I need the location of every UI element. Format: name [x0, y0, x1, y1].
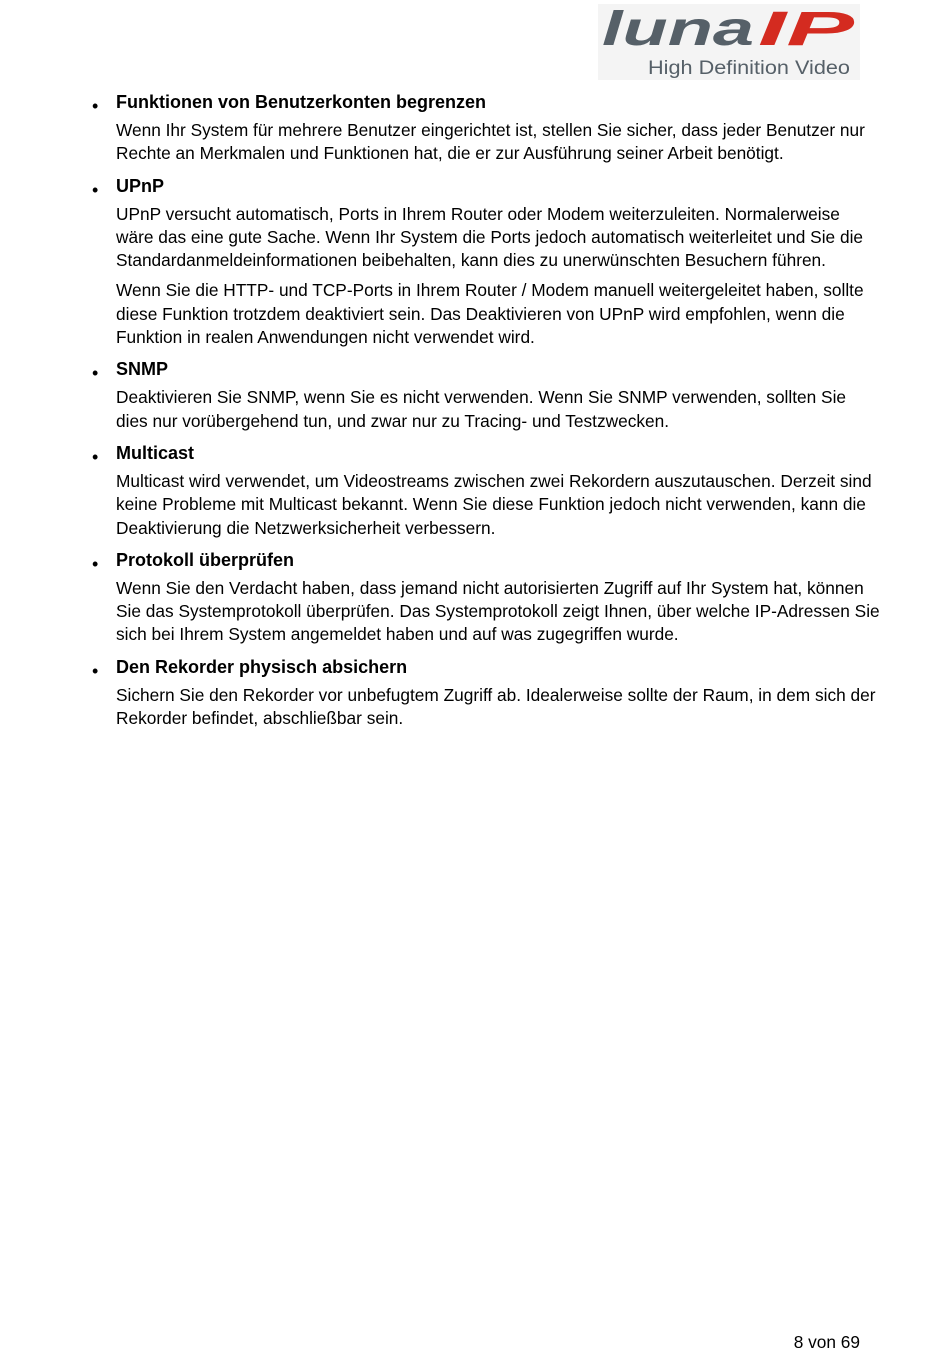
section-heading: Protokoll überprüfen: [116, 549, 295, 570]
bullet-icon: •: [92, 553, 99, 574]
logo-word-ip: IP: [758, 4, 857, 56]
bullet-section: [90, 356, 880, 433]
logo-tagline: High Definition Video: [648, 57, 851, 79]
section-heading: UPnP: [116, 175, 165, 196]
luna-ip-logo-graphic: [598, 4, 860, 80]
section-paragraph: Deaktivieren Sie SNMP, wenn Sie es nicht verwenden. Wenn Sie SNMP verwenden, sollten Sie dies nur vorübergehend tun, und zwar nur zu Tracing- und Testzwecken.: [116, 387, 847, 431]
logo-word-luna: luna: [602, 4, 754, 56]
section-paragraph: Wenn Sie die HTTP- und TCP-Ports in Ihrem Router / Modem manuell weitergeleitet haben, sollte diese Funktion trotzdem deaktiviert sein. Das Deaktivieren von UPnP wird empfohlen, wenn die Funktion in realen Anwendungen nicht verwendet wird.: [116, 280, 864, 348]
section-paragraph: Sichern Sie den Rekorder vor unbefugtem Zugriff ab. Idealerweise sollte der Raum, in dem sich der Rekorder befindet, abschließbar sein.: [116, 684, 876, 729]
bullet-icon: •: [92, 96, 99, 116]
bullet-section: [90, 654, 880, 731]
section-heading: Funktionen von Benutzerkonten begrenzen: [116, 92, 487, 112]
bullet-section: [90, 173, 880, 350]
bullet-icon: •: [92, 179, 99, 200]
company-logo: [598, 4, 860, 80]
document-body: [90, 89, 880, 737]
page-number: 8 von 69: [793, 1332, 860, 1352]
bullet-icon: •: [92, 446, 99, 467]
bullet-section: [90, 89, 880, 166]
bullet-icon: •: [92, 660, 99, 681]
bullet-icon: •: [92, 363, 99, 384]
bullet-section: [90, 440, 880, 540]
section-paragraph: UPnP versucht automatisch, Ports in Ihrem Router oder Modem weiterzuleiten. Normalerweise wäre das eine gute Sache. Wenn Ihr System die Ports jedoch automatisch weiterleitet und Sie die Standardanmeldeinformationen beibehalten, kann dies zu unerwünschten Besuchern führen.: [116, 203, 864, 271]
section-paragraph: Wenn Ihr System für mehrere Benutzer eingerichtet ist, stellen Sie sicher, dass jeder Benutzer nur Rechte an Merkmalen und Funktionen hat, die er zur Ausführung seiner Arbeit benötigt.: [116, 120, 865, 164]
bullet-section: [90, 547, 880, 647]
section-paragraph: Wenn Sie den Verdacht haben, dass jemand nicht autorisierten Zugriff auf Ihr System hat, können Sie das Systemprotokoll überprüfen. Das Systemprotokoll zeigt Ihnen, über welche IP-Adressen Sie sich bei Ihrem System angemeldet haben und auf was zugegriffen wurde.: [116, 577, 880, 645]
section-heading: SNMP: [116, 359, 169, 380]
section-heading: Den Rekorder physisch absichern: [116, 656, 408, 677]
section-heading: Multicast: [116, 442, 195, 463]
section-paragraph: Multicast wird verwendet, um Videostreams zwischen zwei Rekordern auszutauschen. Derzeit sind keine Probleme mit Multicast bekannt. Wenn Sie diese Funktion jedoch nicht verwenden, kann die Deaktivierung die Netzwerksicherheit verbessern.: [116, 470, 872, 538]
